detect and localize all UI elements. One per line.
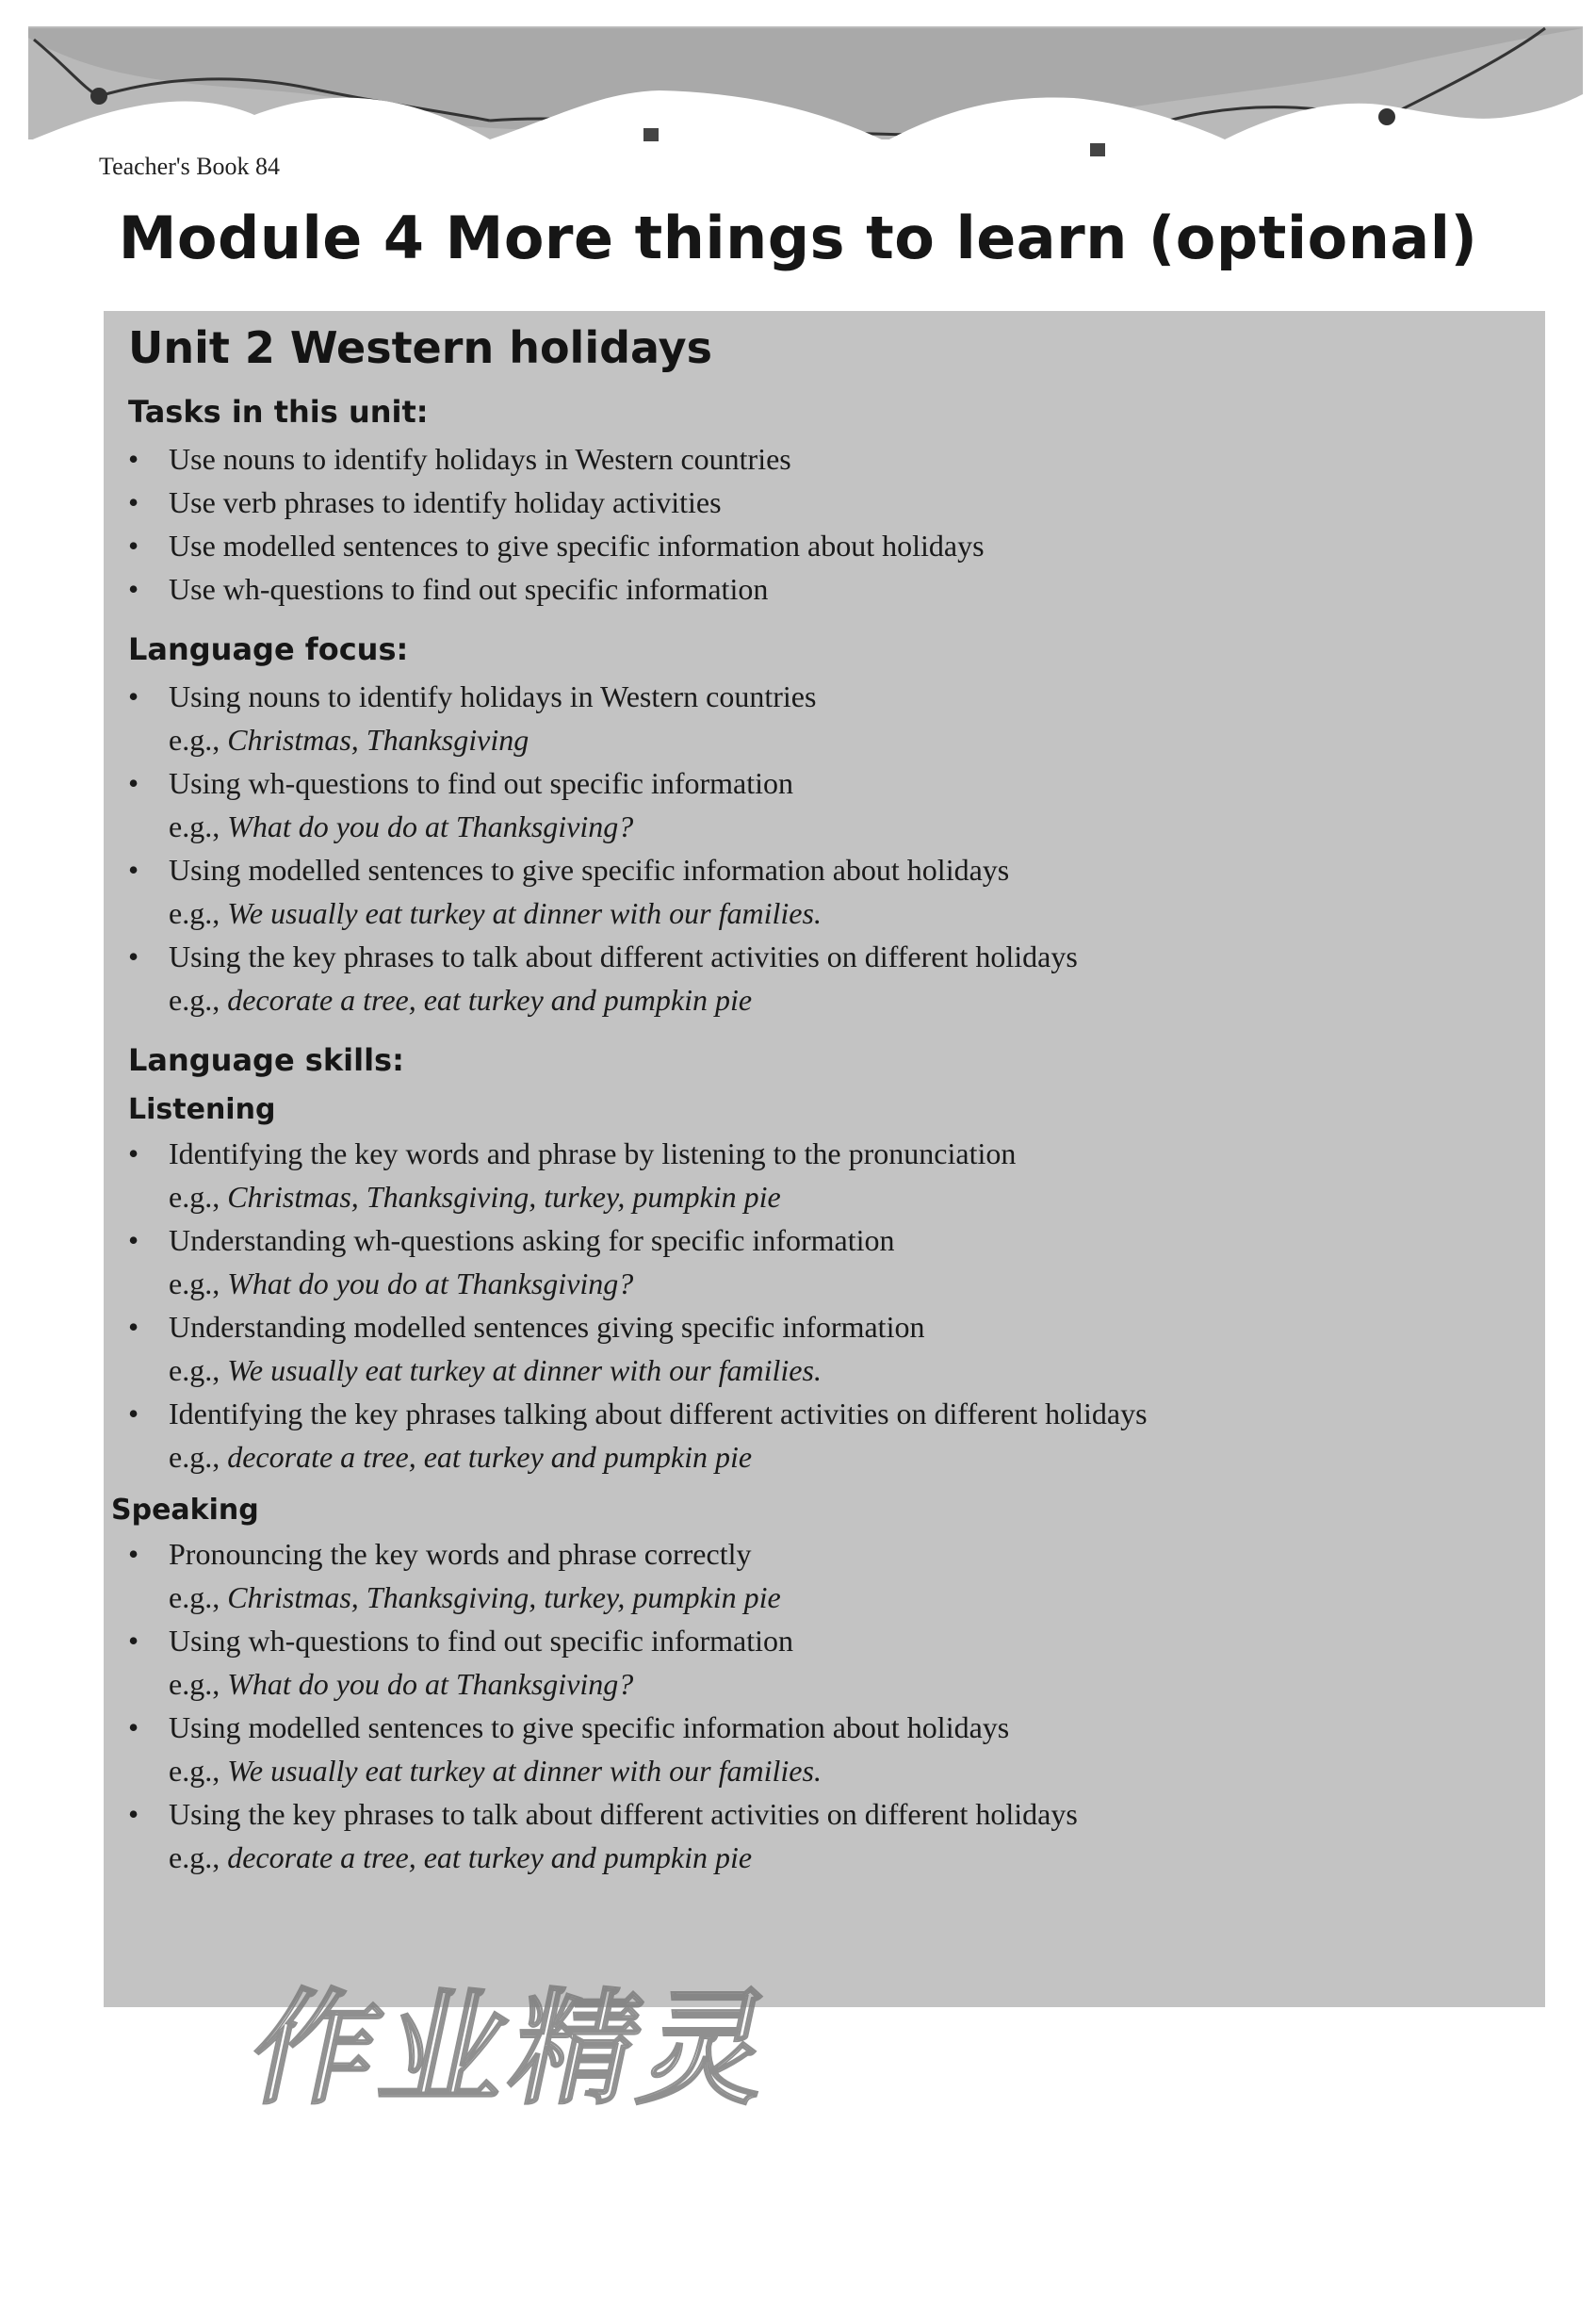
example-line: [169, 891, 1526, 935]
listening-list: [128, 1132, 1526, 1479]
tasks-heading: Tasks in this unit:: [128, 394, 429, 430]
item-text: Understanding modelled sentences giving specific information: [169, 1310, 925, 1344]
eg-prefix: e.g.,: [169, 1667, 220, 1701]
example-text: What do you do at Thanksgiving?: [227, 809, 634, 843]
list-item: [128, 675, 1526, 761]
example-line: [169, 1435, 1526, 1479]
list-item: [128, 935, 1526, 1021]
list-item: [128, 567, 1526, 611]
list-item: [128, 1218, 1526, 1305]
bullet: •: [128, 442, 139, 476]
item-text: Use nouns to identify holidays in Western countries: [169, 442, 791, 476]
language-focus-list: [128, 675, 1526, 1021]
eg-prefix: e.g.,: [169, 809, 220, 843]
example-text: We usually eat turkey at dinner with our families.: [227, 1353, 822, 1387]
eg-prefix: e.g.,: [169, 1754, 220, 1788]
speaking-list: [128, 1532, 1526, 1879]
bullet: •: [128, 1537, 139, 1571]
bullet: •: [128, 572, 139, 606]
item-text: Using modelled sentences to give specific information about holidays: [169, 1710, 1010, 1744]
list-item: [128, 1619, 1526, 1706]
list-item: [128, 1792, 1526, 1879]
item-text: Identifying the key words and phrase by listening to the pronunciation: [169, 1136, 1017, 1170]
item-text: Using the key phrases to talk about different activities on different holidays: [169, 1797, 1078, 1831]
tasks-list: [128, 437, 1526, 611]
list-item: [128, 848, 1526, 935]
eg-prefix: e.g.,: [169, 1353, 220, 1387]
eg-prefix: e.g.,: [169, 1580, 220, 1614]
module-title: Module 4 More things to learn (optional): [118, 204, 1478, 272]
list-item: [128, 1392, 1526, 1479]
example-line: [169, 1749, 1526, 1792]
eg-prefix: e.g.,: [169, 1180, 220, 1214]
example-text: What do you do at Thanksgiving?: [227, 1667, 634, 1701]
example-text: decorate a tree, eat turkey and pumpkin pie: [227, 1440, 753, 1474]
example-line: [169, 718, 1526, 761]
watermark: 作业精灵: [238, 1977, 790, 2122]
eg-prefix: e.g.,: [169, 1840, 220, 1874]
bullet: •: [128, 485, 139, 519]
bullet: •: [128, 1397, 139, 1430]
language-skills-heading: Language skills:: [128, 1042, 404, 1078]
unit-title: Unit 2 Western holidays: [128, 322, 713, 373]
eg-prefix: e.g.,: [169, 1266, 220, 1300]
example-text: We usually eat turkey at dinner with our families.: [227, 896, 822, 930]
item-text: Using modelled sentences to give specific information about holidays: [169, 853, 1010, 887]
bullet: •: [128, 853, 139, 887]
item-text: Use verb phrases to identify holiday activities: [169, 485, 722, 519]
example-text: decorate a tree, eat turkey and pumpkin pie: [227, 983, 753, 1017]
list-item: [128, 524, 1526, 567]
example-text: decorate a tree, eat turkey and pumpkin pie: [227, 1840, 753, 1874]
example-line: [169, 1175, 1526, 1218]
eg-prefix: e.g.,: [169, 1440, 220, 1474]
eg-prefix: e.g.,: [169, 983, 220, 1017]
bullet: •: [128, 1136, 139, 1170]
list-item: [128, 1532, 1526, 1619]
bullet: •: [128, 1223, 139, 1257]
example-line: [169, 1662, 1526, 1706]
example-text: Christmas, Thanksgiving: [227, 723, 529, 757]
item-text: Use wh-questions to find out specific information: [169, 572, 769, 606]
list-item: [128, 437, 1526, 481]
language-focus-heading: Language focus:: [128, 631, 409, 667]
example-line: [169, 1576, 1526, 1619]
item-text: Using the key phrases to talk about different activities on different holidays: [169, 940, 1078, 973]
list-item: [128, 1132, 1526, 1218]
bunting-banner: [0, 0, 1596, 170]
example-line: [169, 1348, 1526, 1392]
bullet: •: [128, 1797, 139, 1831]
list-item: [128, 481, 1526, 524]
eg-prefix: e.g.,: [169, 896, 220, 930]
speaking-heading: Speaking: [111, 1494, 259, 1527]
example-text: We usually eat turkey at dinner with our families.: [227, 1754, 822, 1788]
item-text: Pronouncing the key words and phrase correctly: [169, 1537, 752, 1571]
item-text: Understanding wh-questions asking for specific information: [169, 1223, 895, 1257]
bullet: •: [128, 1310, 139, 1344]
item-text: Identifying the key phrases talking about different activities on different holidays: [169, 1397, 1148, 1430]
bullet: •: [128, 679, 139, 713]
item-text: Use modelled sentences to give specific information about holidays: [169, 529, 985, 563]
item-text: Using nouns to identify holidays in Western countries: [169, 679, 817, 713]
unit-panel: [104, 311, 1545, 2007]
bullet: •: [128, 940, 139, 973]
example-line: [169, 1262, 1526, 1305]
list-item: [128, 1305, 1526, 1392]
list-item: [128, 761, 1526, 848]
item-text: Using wh-questions to find out specific information: [169, 766, 794, 800]
bullet: •: [128, 1710, 139, 1744]
eg-prefix: e.g.,: [169, 723, 220, 757]
example-text: Christmas, Thanksgiving, turkey, pumpkin pie: [227, 1180, 781, 1214]
bullet: •: [128, 1624, 139, 1658]
example-line: [169, 805, 1526, 848]
item-text: Using wh-questions to find out specific information: [169, 1624, 794, 1658]
example-text: Christmas, Thanksgiving, turkey, pumpkin pie: [227, 1580, 781, 1614]
list-item: [128, 1706, 1526, 1792]
page-reference: Teacher's Book 84: [99, 153, 281, 180]
listening-heading: Listening: [128, 1093, 276, 1126]
example-text: What do you do at Thanksgiving?: [227, 1266, 634, 1300]
example-line: [169, 978, 1526, 1021]
bullet: •: [128, 766, 139, 800]
bullet: •: [128, 529, 139, 563]
example-line: [169, 1836, 1526, 1879]
